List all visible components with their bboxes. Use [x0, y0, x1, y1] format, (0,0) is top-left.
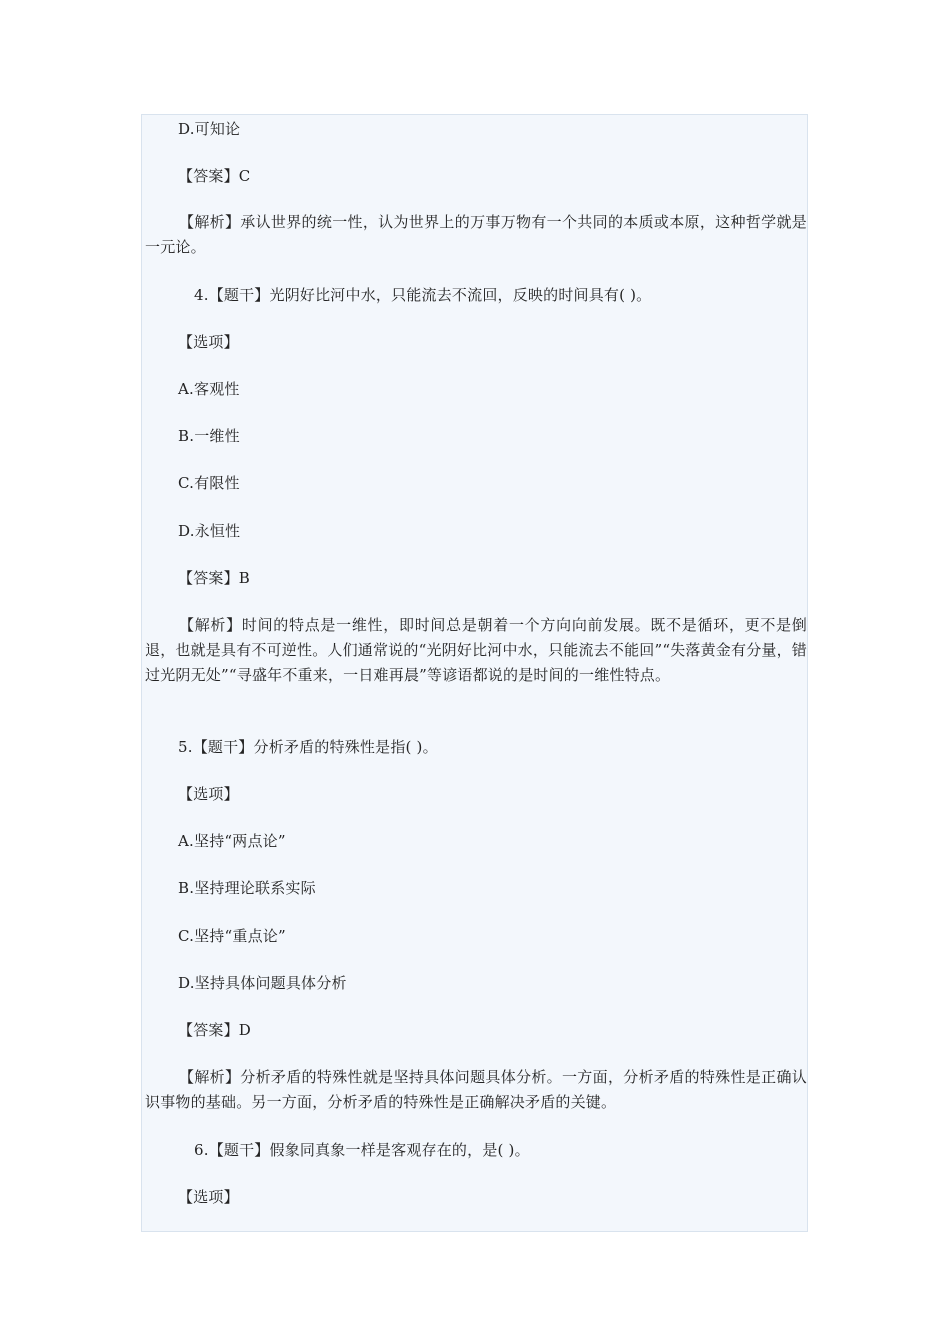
- q4-analysis: 【解析】时间的特点是一维性，即时间总是朝着一个方向向前发展。既不是循环，更不是倒退，也就是具有不可逆性。人们通常说的“光阴好比河中水，只能流去不能回”“失落黄金有分量，错过光阴无处”“寻盛年不重来，一日难再晨”等谚语都说的是时间的一维性特点。: [145, 616, 808, 684]
- question-content-panel: [141, 114, 808, 1232]
- q4-option-b: B.一维性: [178, 427, 240, 445]
- q3-option-d: D.可知论: [178, 120, 241, 138]
- q6-stem: 6.【题干】假象同真象一样是客观存在的，是( )。: [194, 1141, 530, 1159]
- q6-options-label: 【选项】: [178, 1188, 239, 1206]
- q3-answer: 【答案】C: [178, 167, 251, 185]
- q5-option-a: A.坚持“两点论”: [178, 832, 286, 850]
- q5-options-label: 【选项】: [178, 785, 239, 803]
- q4-option-d: D.永恒性: [178, 522, 241, 540]
- q5-answer: 【答案】D: [178, 1021, 252, 1039]
- q4-answer: 【答案】B: [178, 569, 251, 587]
- q5-analysis: 【解析】分析矛盾的特殊性就是坚持具体问题具体分析。一方面，分析矛盾的特殊性是正确认识事物的基础。另一方面，分析矛盾的特殊性是正确解决矛盾的关键。: [145, 1068, 807, 1111]
- q5-option-b: B.坚持理论联系实际: [178, 879, 316, 897]
- q4-option-c: C.有限性: [178, 474, 240, 492]
- q3-analysis: 【解析】承认世界的统一性，认为世界上的万事万物有一个共同的本质或本原，这种哲学就是一元论。: [145, 213, 807, 256]
- q5-option-d: D.坚持具体问题具体分析: [178, 974, 347, 992]
- q4-options-label: 【选项】: [178, 333, 239, 351]
- q5-stem: 5.【题干】分析矛盾的特殊性是指( )。: [178, 738, 438, 756]
- q5-option-c: C.坚持“重点论”: [178, 927, 286, 945]
- q4-stem: 4.【题干】光阴好比河中水，只能流去不流回，反映的时间具有( )。: [194, 286, 652, 304]
- q4-option-a: A.客观性: [178, 380, 240, 398]
